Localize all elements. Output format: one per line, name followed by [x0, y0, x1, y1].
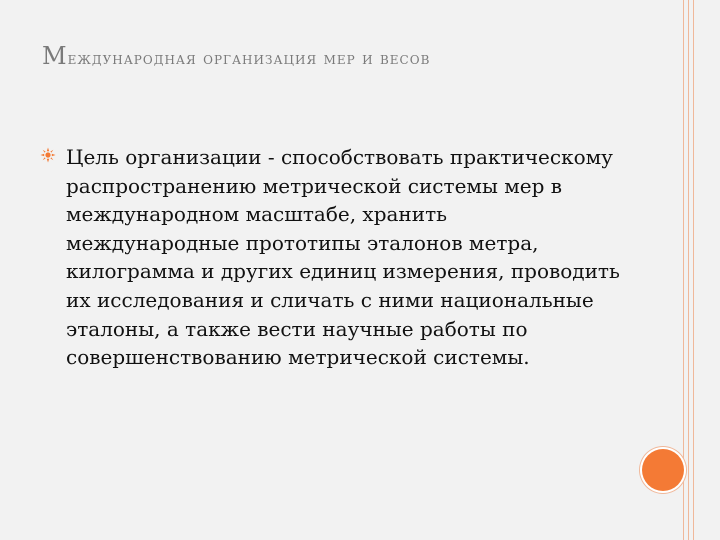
slide-title [42, 38, 622, 77]
title-rest: еждународная организация мер и весов [67, 49, 431, 69]
decorative-vertical-line [688, 0, 689, 540]
title-first-letter: М [42, 42, 68, 70]
bullet-text: Цель организации - способствовать практическому распространению метрической системы мер в международном масштабе, хранить международные прототипы эталонов метра, килограмма и других единиц измерения, проводить их исследования и сличать с ними национальные эталоны, а также вести научные работы по совершенствованию метрической системы. [66, 145, 620, 370]
decorative-vertical-line [683, 0, 684, 540]
accent-circle-icon [642, 449, 684, 491]
decorative-vertical-line [693, 0, 694, 540]
sun-bullet-icon [40, 147, 56, 163]
